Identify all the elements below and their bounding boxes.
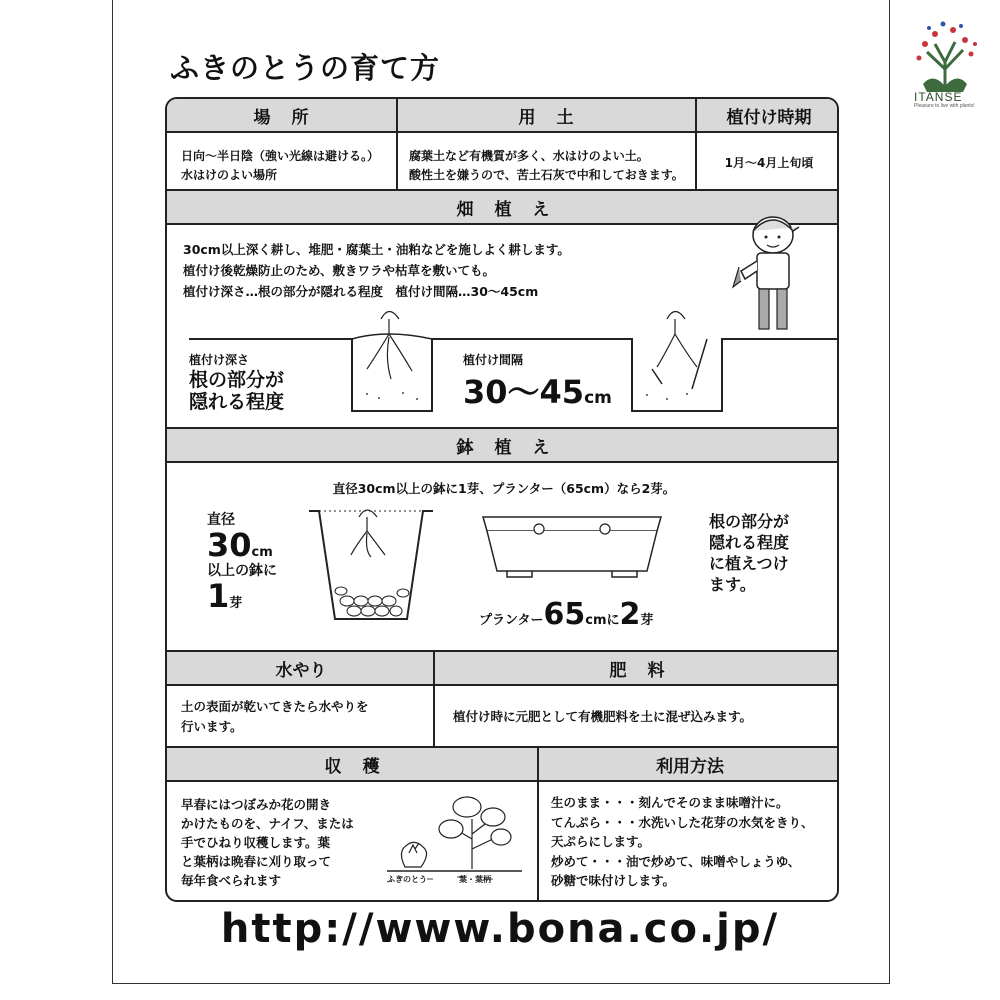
usage-line: 炒めて・・・油で炒めて、味噌やしょうゆ、	[551, 853, 801, 869]
planter-caption	[479, 597, 653, 632]
header-place: 場 所	[167, 99, 397, 133]
pot-right-line: に植えつけ	[709, 554, 789, 573]
planter-label: プランター	[479, 613, 544, 628]
planter-bud-unit: 芽	[640, 613, 654, 628]
usage-line: 生のまま・・・刻んでそのまま味噌汁に。	[551, 795, 789, 810]
leaf-label: 葉・葉柄	[459, 875, 491, 884]
field-line: 植付け後乾燥防止のため、敷きワラや枯草を敷いても。	[183, 263, 496, 278]
planter-length-number: 65	[543, 597, 586, 632]
water-line: 土の表面が乾いてきたら水やりを	[181, 699, 369, 714]
water-text	[181, 697, 431, 737]
interval-value	[463, 367, 612, 413]
harvest-line: かけたものを、ナイフ、または	[181, 816, 354, 831]
place-line: 水はけのよい場所	[181, 168, 278, 182]
usage-text	[551, 793, 837, 891]
interval-label: 植付け間隔	[463, 353, 524, 367]
water-line: 行います。	[181, 719, 243, 734]
usage-header: 利用方法	[539, 748, 839, 782]
pot-left-line: 以上の鉢に	[207, 562, 277, 579]
planter-bud-count: 2	[619, 597, 641, 632]
divider	[695, 99, 697, 189]
depth-label: 植付け深さ	[189, 353, 250, 367]
field-line: 30cm以上深く耕し、堆肥・腐葉土・油粕などを施しよく耕します。	[183, 242, 570, 257]
usage-line: 砂糖で味付けします。	[551, 873, 676, 888]
harvest-line: 手でひねり収穫します。葉	[181, 835, 331, 850]
pot-header: 鉢 植 え	[167, 429, 839, 463]
pot-diameter-unit: cm	[251, 545, 273, 561]
interval-number: 30～45	[463, 373, 585, 411]
website-url[interactable]: http://www.bona.co.jp/	[220, 906, 780, 952]
soil-text	[409, 147, 695, 185]
field-text	[183, 239, 743, 302]
care-guide-card	[165, 97, 839, 902]
pot-right-text	[709, 511, 789, 595]
pot-right-line: 根の部分が	[709, 512, 790, 531]
child-gardener-illustration	[733, 209, 813, 339]
depth-big-text	[189, 370, 284, 414]
field-line: 植付け深さ…根の部分が隠れる程度 植付け間隔…30～45cm	[183, 284, 539, 299]
field-header: 畑 植 え	[167, 191, 839, 225]
harvest-line: 毎年食べられます	[181, 873, 282, 888]
header-timing: 植付け時期	[697, 99, 839, 133]
brand-name: ITANSE	[914, 90, 963, 104]
harvest-line: と葉柄は晩春に刈り取って	[181, 854, 332, 869]
timing-text: 1月～4月上旬頃	[724, 156, 814, 170]
header-soil: 用 土	[397, 99, 697, 133]
planter-length-unit: cmに	[585, 613, 620, 628]
harvest-text	[181, 795, 381, 890]
fertilizer-text: 植付け時に元肥として有機肥料を土に混ぜ込みます。	[453, 709, 753, 724]
divider	[433, 650, 435, 746]
divider	[537, 746, 539, 902]
pot-bud-unit: 芽	[229, 595, 243, 611]
pot-right-line: ます。	[709, 575, 756, 594]
butterbur-plant-illustration	[377, 789, 527, 889]
pot-bud-count: 1	[207, 576, 230, 615]
pot-illustration	[307, 507, 437, 627]
pot-left-text	[207, 513, 277, 614]
page-title: ふきのとうの育て方	[170, 51, 441, 85]
soil-line: 腐葉土など有機質が多く、水はけのよい土。	[409, 149, 649, 163]
pot-intro: 直径30cm以上の鉢に1芽、プランター（65cm）なら2芽。	[332, 481, 676, 496]
harvest-line: 早春にはつぼみか花の開き	[181, 797, 332, 812]
depth-big-line: 隠れる程度	[189, 390, 285, 413]
usage-line: てんぷら・・・水洗いした花芽の水気をきり、	[551, 814, 814, 830]
brand-tagline: Pleasure to live with plants!	[914, 103, 975, 109]
fertilizer-header: 肥 料	[435, 652, 839, 686]
interval-unit: cm	[584, 388, 612, 408]
planter-illustration	[477, 513, 667, 583]
pot-right-line: 隠れる程度	[709, 533, 790, 552]
water-header: 水やり	[167, 652, 435, 686]
place-line: 日向～半日陰（強い光線は避ける。）	[181, 149, 380, 163]
harvest-header: 収 穫	[167, 748, 539, 782]
divider	[396, 99, 398, 189]
depth-big-line: 根の部分が	[189, 369, 285, 391]
soil-line: 酸性土を嫌うので、苦土石灰で中和しておきます。	[409, 168, 684, 182]
place-text	[181, 147, 393, 185]
pot-diameter-number: 30	[207, 526, 252, 565]
bud-label: ふきのとう	[387, 875, 427, 884]
pot-left-line: 直径	[207, 512, 235, 528]
usage-line: 天ぷらにします。	[551, 834, 651, 849]
